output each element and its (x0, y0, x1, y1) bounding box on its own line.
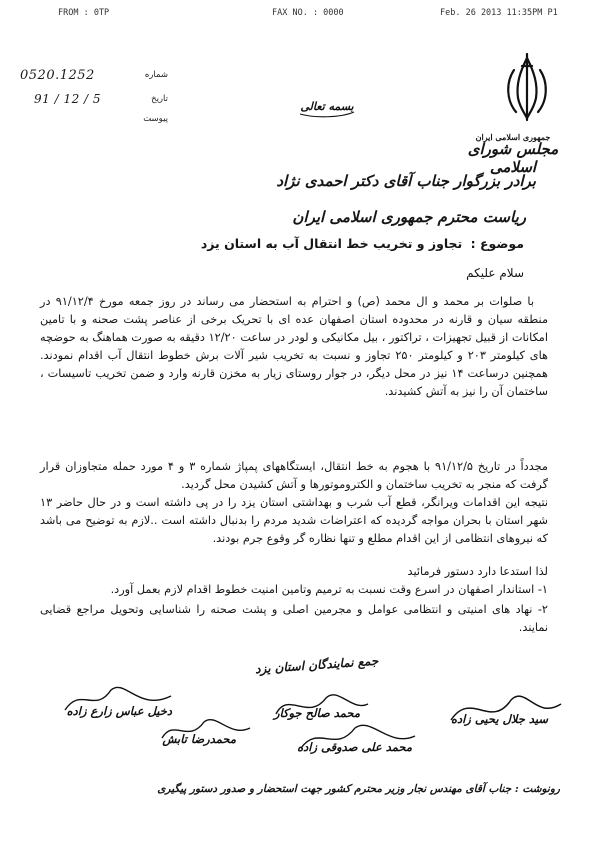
bismillah-text: بسمه تعالی (300, 100, 354, 113)
request-items (40, 581, 548, 639)
cc-footer: رونوشت : جناب آقای مهندس نجار وزیر محترم کشور جهت استحضار و صدور دستور پیگیری (157, 783, 560, 795)
meta-date-row (20, 92, 170, 110)
fax-datetime: Feb. 26 2013 11:35PM P1 (440, 8, 558, 18)
signature-name-3: دخیل عباس زارع زاده (66, 704, 172, 718)
body-paragraph-1: با صلوات بر محمد و ال محمد (ص) و احترام به استحضار می رساند در روز جمعه مورخ ۹۱/۱۲/۴ در منطقه سیان و قارنه در محدوده استان اصفهان عده ای با تحریک برخی از عناصر پشت صحنه و با تامین امکانات از قبیل تجهیزات ، تراکتور ، بیل مکانیکی و لودر در ساعت ۱۲/۲۰ دقیقه به صورت هماهنگ به حوضچه های کیلومتر ۲۰۳ و کیلومتر ۲۵۰ تجاوز و نسبت به تخریب شیر آلات برش خطوط انتقال آب اقدام نمودند. همچنین درساعت ۱۴ نیز در محل دیگر، در جوار روستای زیار به مخزن قارنه وارد و ضمن تخریب تاسیسات ، ساختمان آن را نیز به آتش کشیدند. (40, 295, 549, 398)
signature-1 (451, 712, 548, 726)
meta-number-value: 0520.1252 (20, 68, 95, 83)
fax-from: FROM : 0TP (58, 8, 110, 18)
fax-number: FAX NO. : 0000 (272, 8, 344, 18)
body-paragraph-3: نتیجه این اقدامات ویرانگر، قطع آب شرب و بهداشتی استان یزد را در پی داشته است و در حال حاضر ۱۳ شهر استان با بحران مواجه گردیده که اعتراضات شدید مردم را بدنبال داشته است ..لازم به توضیح می باشد که نیروهای انتظامی از این اقدام مطلع و تنها نظاره گر وقوع جرم بودند. (40, 496, 548, 545)
meta-number-row (20, 68, 170, 86)
signature-4 (297, 740, 412, 754)
body-paragraph-2: مجدداً در تاریخ ۹۱/۱۲/۵ با هجوم به خط انتقال، ایستگاههای پمپاژ شماره ۳ و ۴ مورد حمله متجاوزان قرار گرفت که منجر به تخریب ساختمان و الکتروموتورها و آتش کشیدن محل گردید. (40, 460, 548, 491)
meta-date-label: تاریخ (151, 94, 168, 104)
fax-header (0, 8, 596, 22)
logo-line-country: جمهوری اسلامی ایران (475, 132, 551, 142)
meta-attachment-row (20, 112, 170, 130)
request-line: لذا استدعا دارد دستور فرمائید (407, 565, 548, 578)
meta-number-label: شماره (144, 70, 168, 80)
signature-name-1: سید جلال یحیی زاده (450, 712, 548, 726)
subject-value: تجاوز و تخریب خط انتقال آب به استان یزد (200, 236, 463, 251)
iran-emblem-icon (492, 50, 562, 130)
meta-date-value: 91 / 12 / 5 (34, 92, 102, 106)
letterhead-logo-text (458, 132, 568, 176)
signature-5 (162, 732, 236, 746)
recipient-title: ریاست محترم جمهوری اسلامی ایران (292, 208, 526, 226)
subject-label: موضوع : (470, 236, 524, 251)
meta-attachment-label: پیوست (143, 114, 168, 124)
request-item-2: ۲- نهاد های امنیتی و انتظامی عوامل و مجرمین اصلی و پشت صحنه را شناسایی وتحویل مراجع قضایی نمایند. (40, 603, 548, 634)
request-item-1: ۱- استاندار اصفهان در اسرع وقت نسبت به ترمیم وتامین امنیت خطوط اقدام لازم بعمل آورد. (110, 583, 548, 596)
bismillah-calligraphy (292, 90, 362, 120)
signature-name-5: محمدرضا تابش (162, 732, 236, 746)
collective-signature-heading: جمع نمایندگان استان یزد (254, 653, 379, 677)
greeting: سلام علیکم (466, 266, 524, 280)
recipient-line: برادر بزرگوار جناب آقای دکتر احمدی نژاد (276, 172, 536, 190)
subject-line (201, 236, 524, 251)
signature-2 (274, 706, 360, 720)
signature-name-4: محمد علی صدوقی زاده (297, 740, 412, 754)
logo-line-parliament: مجلس شورای اسلامی (467, 140, 559, 176)
signature-name-2: محمد صالح جوکار (273, 706, 360, 720)
